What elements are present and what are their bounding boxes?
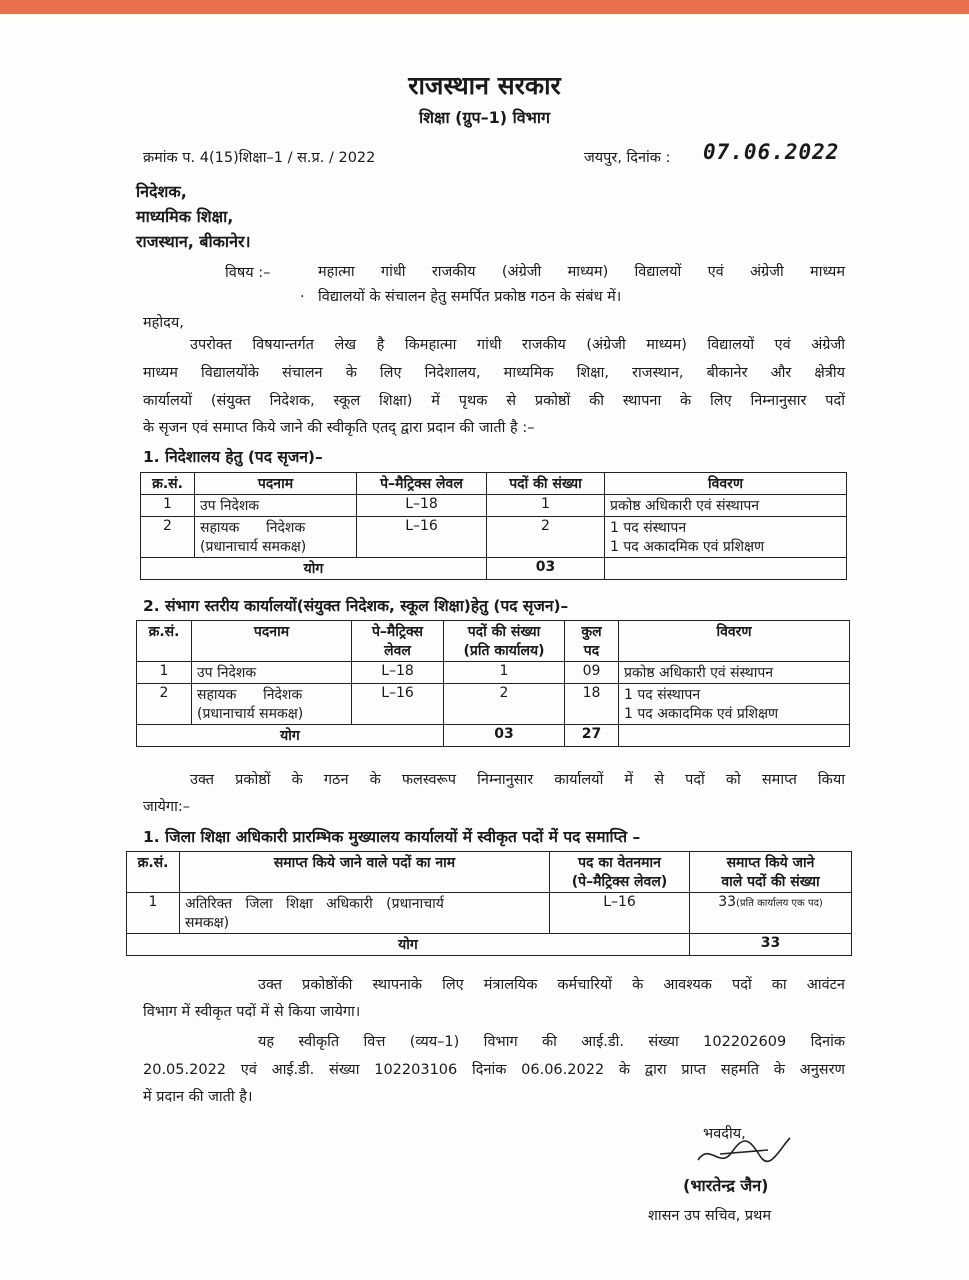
cell-desc: प्रकोष्ठ अधिकारी एवं संस्थापन [605,495,847,517]
header-line: (पे–मैट्रिक्स लेवल) [571,874,668,890]
cell-count [690,893,852,934]
header-line: (प्रति कार्यालय) [463,643,545,659]
subject-bullet: . [300,285,305,301]
count-value: 33 [718,894,737,910]
cell-level: L–16 [357,517,487,558]
place-label: जयपुर, दिनांक : [584,150,671,166]
col-header [352,621,444,662]
total-value: 33 [690,934,852,956]
header-line: लेवल [384,643,411,659]
cell-count: 1 [444,662,565,684]
cell-level: L–18 [357,495,487,517]
col-header: विवरण [619,621,850,662]
signatory-name: (भारतेन्द्र जैन) [683,1176,769,1195]
table-header-row [127,852,852,893]
cell-sno: 2 [141,517,195,558]
col-header: पदनाम [195,473,357,495]
total-posts: 27 [565,725,619,747]
table-header-row [141,473,847,495]
intro-line: कार्यालयों (संयुक्त निदेशक, स्कूल शिक्षा) में पृथक से प्रकोष्ठों की स्थापना के लिए निम्नानुसार पदों [143,393,845,409]
para4-line: में प्रदान की जाती है। [143,1089,253,1105]
post-line: अतिरिक्त जिला शिक्षा अधिकारी (प्रधानाचार्य [185,896,444,912]
cell-post [195,517,357,558]
cell-post [180,893,550,934]
cell-total: 09 [565,662,619,684]
para4-line: यह स्वीकृति वित्त (व्यय–1) विभाग की आई.डी. संख्या 102202609 दिनांक [258,1034,845,1050]
cell-level: L–16 [352,684,444,725]
header-line: पद [583,643,600,659]
signature-scribble [690,1130,800,1178]
table2-heading: 2. संभाग स्तरीय कार्यालयों(संयुक्त निदेशक, स्कूल शिक्षा)हेतु (पद सृजन)– [143,597,569,615]
subject-line: महात्मा गांधी राजकीय (अंग्रेजी माध्यम) विद्यालयों एवं अंग्रेजी माध्यम [318,264,845,280]
cell-sno: 1 [141,495,195,517]
count-note: (प्रति कार्यालय एक पद) [736,898,823,909]
desc-line: 1 पद अकादमिक एवं प्रशिक्षण [624,706,779,722]
post-line: सहायक निदेशक [197,687,303,703]
cell-post [192,684,352,725]
table-posts-abolished [126,851,852,956]
para2-line: जायेगा:– [143,799,190,815]
table-header-row [137,621,850,662]
reference-number: क्रमांक प. 4(15)शिक्षा–1 / स.प्र. / 2022 [143,150,376,166]
addressee-line: माध्यमिक शिक्षा, [136,207,234,226]
para3-line: उक्त प्रकोष्ठोंकी स्थापनाके लिए मंत्रालयिक कर्मचारियों के आवश्यक पदों का आवंटन [258,977,845,993]
intro-line: माध्यम विद्यालयोंके संचालन के लिए निदेशालय, माध्यमिक शिक्षा, राजस्थान, बीकानेर और क्षेत्रीय [143,365,845,381]
col-header: क्र.सं. [137,621,192,662]
intro-line: उपरोक्त विषयान्तर्गत लेख है किमहात्मा गांधी राजकीय (अंग्रेजी माध्यम) विद्यालयों एवं अंग्रेजी [190,337,845,353]
table-divisional-posts [136,620,850,747]
salutation: महोदय, [143,315,184,331]
total-value: 03 [444,725,565,747]
department-title: शिक्षा (ग्रुप–1) विभाग [418,108,551,127]
subject-line: विद्यालयों के संचालन हेतु समर्पित प्रकोष्ठ गठन के संबंध में। [318,289,622,305]
col-header: विवरण [605,473,847,495]
cell-desc [619,684,850,725]
table-total-row [141,558,847,580]
col-header [444,621,565,662]
para3-line: विभाग में स्वीकृत पदों में से किया जायेगा। [143,1004,361,1020]
col-header: पदों की संख्या [487,473,605,495]
header-line: पदों की संख्या [467,624,541,640]
table1-heading: 1. निदेशालय हेतु (पद सृजन)– [143,448,323,466]
col-header: क्र.सं. [127,852,180,893]
cell-sno: 1 [137,662,192,684]
table-row [141,517,847,558]
handwritten-date: 07.06.2022 [703,140,840,164]
cell-total: 18 [565,684,619,725]
header-line: पे–मैट्रिक्स [371,624,424,640]
intro-line: के सृजन एवं समाप्त किये जाने की स्वीकृति एतद् द्वारा प्रदान की जाती है :– [143,420,535,436]
cell-level: L–18 [352,662,444,684]
col-header: पदनाम [192,621,352,662]
government-title: राजस्थान सरकार [408,71,561,100]
cell-count: 2 [487,517,605,558]
addressee-line: निदेशक, [136,182,187,201]
desc-line: 1 पद अकादमिक एवं प्रशिक्षण [610,539,765,555]
post-line: समकक्ष) [185,915,230,931]
cell-count: 2 [444,684,565,725]
cell-count: 1 [487,495,605,517]
cell-sno: 1 [127,893,180,934]
header-line: समाप्त किये जाने [726,855,815,871]
col-header: क्र.सं. [141,473,195,495]
col-header [565,621,619,662]
cell-desc: प्रकोष्ठ अधिकारी एवं संस्थापन [619,662,850,684]
empty-cell [605,558,847,580]
cell-post: उप निदेशक [195,495,357,517]
total-label: योग [127,934,690,956]
para4-line: 20.05.2022 एवं आई.डी. संख्या 102203106 दिनांक 06.06.2022 के द्वारा प्राप्त सहमति के अनुसरण [143,1062,845,1078]
total-label: योग [141,558,487,580]
header-line: वाले पदों की संख्या [721,874,820,890]
table-row [141,495,847,517]
cell-desc [605,517,847,558]
table-row [137,662,850,684]
top-accent-bar [0,0,969,14]
total-value: 03 [487,558,605,580]
col-header [690,852,852,893]
col-header: पे–मैट्रिक्स लेवल [357,473,487,495]
post-line: (प्रधानाचार्य समकक्ष) [197,706,304,722]
table-row [137,684,850,725]
header-line: कुल [581,624,602,640]
para2-line: उक्त प्रकोष्ठों के गठन के फलस्वरूप निम्नानुसार कार्यालयों में से पदों को समाप्त किया [190,772,845,788]
post-line: (प्रधानाचार्य समकक्ष) [200,539,307,555]
cell-post: उप निदेशक [192,662,352,684]
table3-heading: 1. जिला शिक्षा अधिकारी प्रारम्भिक मुख्यालय कार्यालयों में स्वीकृत पदों में पद समाप्ति – [143,828,641,846]
desc-line: 1 पद संस्थापन [610,520,687,536]
cell-sno: 2 [137,684,192,725]
post-line: सहायक निदेशक [200,520,306,536]
col-header [550,852,690,893]
closing: भवदीय, [703,1126,746,1142]
col-header: समाप्त किये जाने वाले पदों का नाम [180,852,550,893]
header-line: पद का वेतनमान [578,855,661,871]
table-row [127,893,852,934]
table-directorate-posts [140,472,847,580]
subject-label: विषय :– [225,265,271,281]
total-label: योग [137,725,444,747]
signatory-designation: शासन उप सचिव, प्रथम [648,1208,772,1224]
empty-cell [619,725,850,747]
table-total-row [127,934,852,956]
desc-line: 1 पद संस्थापन [624,687,701,703]
addressee-line: राजस्थान, बीकानेर। [136,232,251,251]
cell-level: L–16 [550,893,690,934]
table-total-row [137,725,850,747]
